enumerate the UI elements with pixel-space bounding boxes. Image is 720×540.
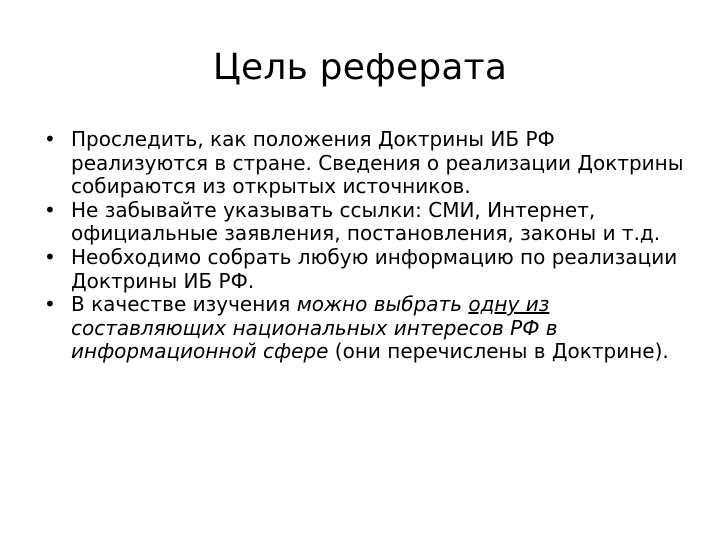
bullet-marker: • — [44, 244, 56, 269]
bullet-text-italic-underlined: одну из — [468, 292, 550, 317]
bullet-text-plain: (они перечислены в Доктрине). — [328, 339, 669, 364]
bullet-list — [44, 128, 684, 364]
bullet-item-3 — [44, 246, 684, 293]
slide-title: Цель реферата — [212, 47, 508, 88]
bullet-marker: • — [44, 292, 56, 317]
bullet-text-plain: В качестве изучения — [71, 292, 297, 317]
bullet-marker: • — [44, 127, 56, 151]
bullet-text-italic: составляющих национальных интересов РФ в информационной сфере — [71, 315, 558, 364]
bullet-item-4 — [44, 293, 684, 364]
bullet-item-1 — [44, 128, 684, 199]
bullet-text: Необходимо собрать любую информацию по реализации Доктрины ИБ РФ. — [71, 244, 678, 293]
bullet-item-2 — [44, 199, 684, 246]
bullet-text-italic: можно выбрать — [296, 292, 469, 317]
bullet-text: Проследить, как положения Доктрины ИБ РФ реализуются в стране. Сведения о реализации Доктрины собираются из открытых источников. — [71, 127, 684, 199]
bullet-marker: • — [44, 197, 56, 222]
bullet-text: Не забывайте указывать ссылки: СМИ, Интернет, официальные заявления, постановления, законы и т.д. — [71, 197, 661, 246]
